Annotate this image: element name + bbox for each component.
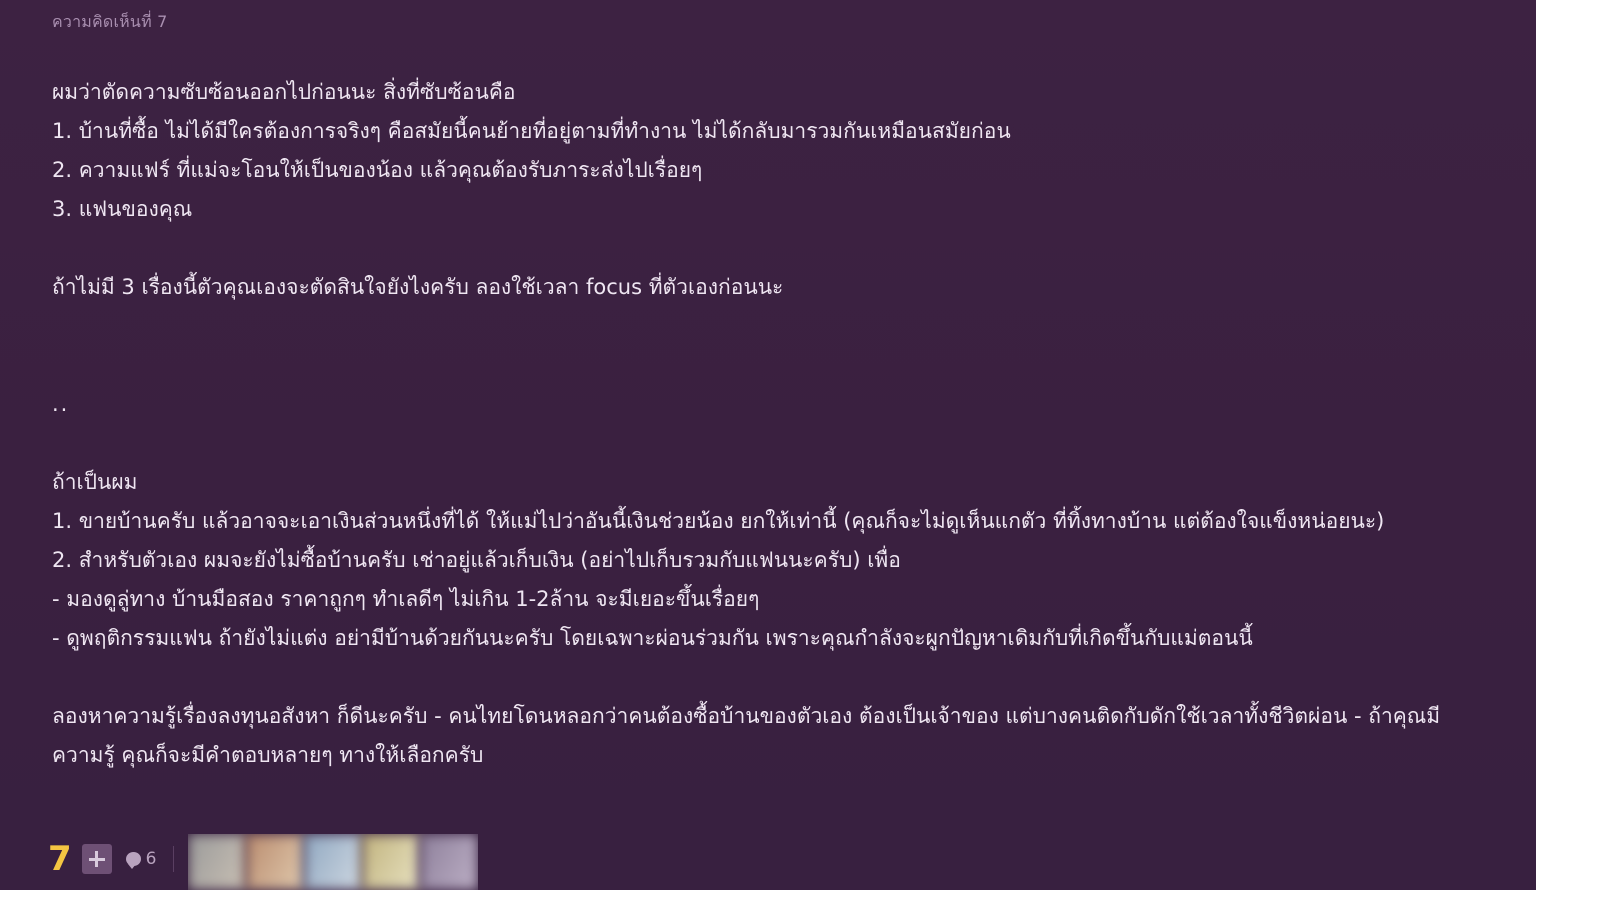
attachment-thumbnail-strip[interactable] — [188, 834, 478, 890]
comment-paragraph: 3. แฟนของคุณ — [52, 197, 193, 221]
comment-paragraph-blank — [52, 424, 1484, 463]
attachment-thumbnail[interactable] — [188, 834, 246, 890]
comment-bubble-icon — [126, 852, 141, 866]
comment-header — [0, 0, 1536, 35]
comment-footer — [0, 828, 1536, 890]
upvote-plus-button[interactable] — [82, 844, 112, 874]
attachment-thumbnail[interactable] — [246, 834, 304, 890]
reply-count-group[interactable] — [126, 849, 157, 869]
page-right-gutter — [1536, 0, 1600, 890]
comment-paragraph: 1. บ้านที่ซื้อ ไม่ได้มีใครต้องการจริงๆ คือสมัยนี้คนย้ายที่อยู่ตามที่ทำงาน ไม่ได้กลับมารวมกันเหมือนสมัยก่อน — [52, 119, 1011, 143]
reply-count-label: 6 — [145, 849, 157, 869]
comment-paragraph: ถ้าไม่มี 3 เรื่องนี้ตัวคุณเองจะตัดสินใจยังไงครับ ลองใช้เวลา focus ที่ตัวเองก่อนนะ — [52, 275, 784, 299]
comment-paragraph-blank — [52, 658, 1484, 697]
comment-paragraph-blank — [52, 229, 1484, 268]
comment-spacer — [52, 307, 1484, 385]
comment-paragraph: ผมว่าตัดความซับซ้อนออกไปก่อนนะ สิ่งที่ซับซ้อนคือ — [52, 80, 516, 104]
comment-paragraph: ลองหาความรู้เรื่องลงทุนอสังหา ก็ดีนะครับ - คนไทยโดนหลอกว่าคนต้องซื้อบ้านของตัวเอง ต้องเป็นเจ้าของ แต่บางคนติดกับดักใช้เวลาทั้งชีวิตผ่อน - ถ้าคุณมีความรู้ คุณก็จะมีคำตอบหลายๆ ทางให้เลือกครับ — [52, 704, 1441, 767]
comment-paragraph: - ดูพฤติกรรมแฟน ถ้ายังไม่แต่ง อย่ามีบ้านด้วยกันนะครับ โดยเฉพาะผ่อนร่วมกัน เพราะคุณกำลังจะผูกปัญหาเดิมกับที่เกิดขึ้นกับแม่ตอนนี้ — [52, 626, 1253, 650]
comment-paragraph: - มองดูลู่ทาง บ้านมือสอง ราคาถูกๆ ทำเลดีๆ ไม่เกิน 1-2ล้าน จะมีเยอะขึ้นเรื่อยๆ — [52, 587, 760, 611]
comment-paragraph: 2. ความแฟร์ ที่แม่จะโอนให้เป็นของน้อง แล้วคุณต้องรับภาระส่งไปเรื่อยๆ — [52, 158, 703, 182]
footer-divider — [173, 846, 174, 872]
comment-dots: .. — [52, 392, 70, 416]
comment-paragraph: 1. ขายบ้านครับ แล้วอาจจะเอาเงินส่วนหนึ่งที่ได้ ให้แม่ไปว่าอันนี้เงินช่วยน้อง ยกให้เท่านี้ (คุณก็จะไม่ดูเห็นแกตัว ที่ทิ้งทางบ้าน แต่ต้องใจแข็งหน่อยนะ) — [52, 509, 1385, 533]
comment-body — [0, 35, 1536, 775]
comment-paragraph: 2. สำหรับตัวเอง ผมจะยังไม่ซื้อบ้านครับ เช่าอยู่แล้วเก็บเงิน (อย่าไปเก็บรวมกับแฟนนะครับ) เพื่อ — [52, 548, 901, 572]
attachment-thumbnail[interactable] — [420, 834, 478, 890]
comment-paragraph: ถ้าเป็นผม — [52, 470, 138, 494]
comment-number-label: ความคิดเห็นที่ 7 — [52, 12, 168, 31]
vote-count: 7 — [48, 839, 72, 879]
attachment-thumbnail[interactable] — [304, 834, 362, 890]
attachment-thumbnail[interactable] — [362, 834, 420, 890]
